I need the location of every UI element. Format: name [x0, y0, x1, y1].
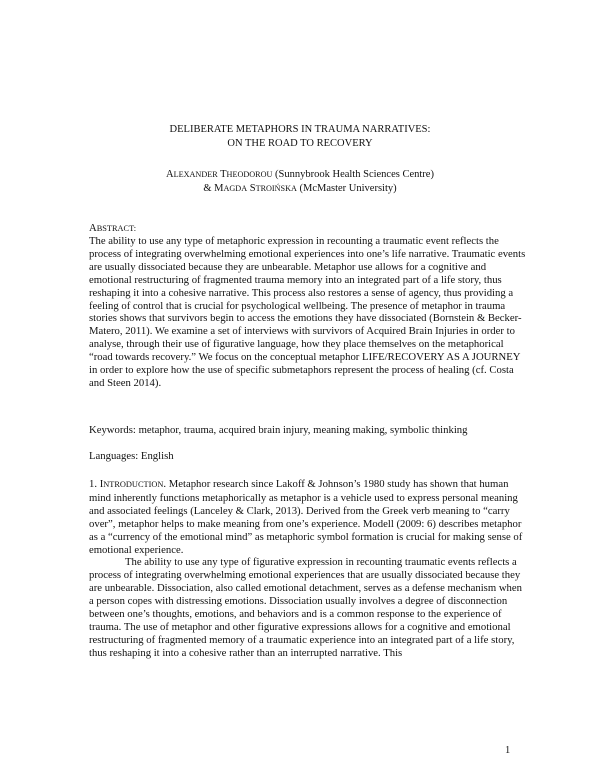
abstract-text: The ability to use any type of metaphoric expression in recounting a traumatic event reflects the process of integrating overwhelming emotional experiences into one’s life narrative. Traumatic events are usually dissociated because they are unbearable. Metaphor use allows for a cognitive and emotional restructuring of fragmented trauma memory into an integrated part of a life story, thus reshaping it into a cohesive narrative. This process also restores a sense of agency, thus providing a feeling of control that is crucial for psychological wellbeing. The presence of metaphor in trauma stories shows that survivors begin to access the emotions they have dissociated (Bornstein & Becker-Matero, 2011). We examine a set of interviews with survivors of Acquired Brain Injuries in order to analyse, through their use of figurative language, how they place themselves on the metaphorical “road towards recovery.” We focus on the conceptual metaphor LIFE/RECOVERY AS A JOURNEY in order to explore how the use of specific submetaphors represent the process of healing (cf. Costa and Steen 2014). [89, 235, 526, 389]
intro-paragraph-1: 1. INTRODUCTION. Metaphor research since Lakoff & Johnson’s 1980 study has shown that human mind inherently functions metaphorically as metaphor is a vehicle used to express personal meaning and associated feelings (Lanceley & Clark, 2013). Derived from the Greek verb meaning to “carry over”, metaphor helps to make meaning from one’s experience. Modell (2009: 6) describes metaphor as a “currency of the emotional mind” as metaphoric symbol formation is crucial for making sense of emotional experience. [89, 478, 523, 556]
abstract-label: ABSTRACT: [89, 222, 137, 234]
paper-title [0, 123, 600, 151]
author-2: & MAGDA STROIŃSKA (McMaster University) [203, 183, 397, 194]
author-1: ALEXANDER THEODOROU (Sunnybrook Health Sciences Centre) [166, 169, 434, 180]
intro-paragraph-2: The ability to use any type of figurative expression in recounting traumatic events reflects a process of integrating overwhelming emotional experiences that are usually dissociated because they are unbearable. Dissociation, also called emotional detachment, serves as a defense mechanism when a person copes with distressing emotions. Dissociation usually involves a degree of disconnection between one’s thoughts, emotions, and behaviors and is a common response to the experience of trauma. The use of metaphor and other figurative expressions allows for a cognitive and emotional restructuring of fragmented memory of a traumatic experience into an integrated part of a life story, thus reshaping it into a cohesive rather than an interrupted narrative. This [89, 556, 522, 659]
page-number: 1 [505, 745, 511, 756]
keywords-line: Keywords: metaphor, trauma, acquired brain injury, meaning making, symbolic thinking [89, 424, 468, 436]
languages-line: Languages: English [89, 450, 174, 462]
introduction-section [89, 478, 527, 660]
author-block [0, 168, 600, 196]
title-line-2: ON THE ROAD TO RECOVERY [227, 138, 373, 149]
intro-heading: 1. INTRODUCTION. [89, 478, 167, 490]
title-line-1: DELIBERATE METAPHORS IN TRAUMA NARRATIVES: [169, 124, 431, 135]
